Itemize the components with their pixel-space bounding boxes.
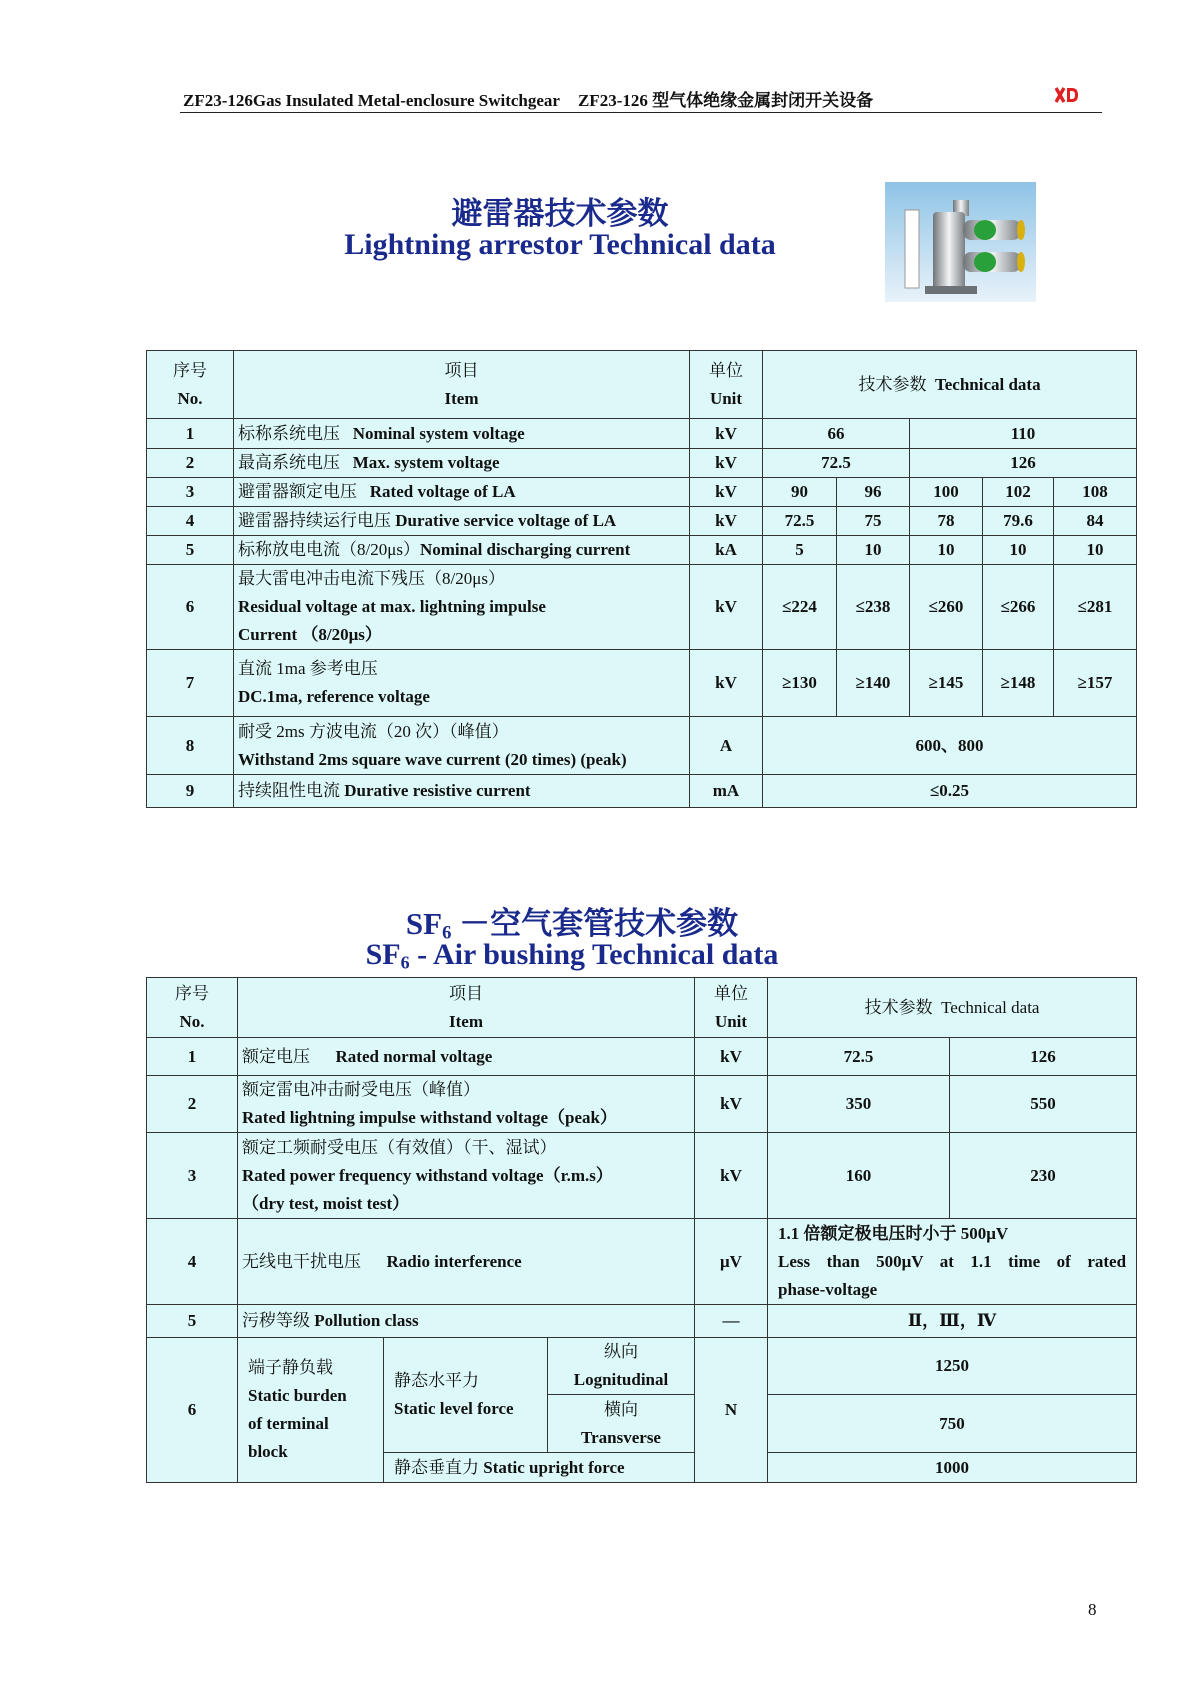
value: 1250 [768, 1338, 1137, 1395]
row-no: 2 [147, 1076, 238, 1133]
table-row [147, 449, 1137, 478]
table-row [147, 775, 1137, 808]
unit: kV [690, 449, 763, 478]
item-en: Rated power frequency withstand voltage（r.m.s） [242, 1165, 613, 1185]
value: 126 [950, 1038, 1137, 1076]
value-line-cn: 1.1 倍额定极电压时小于 500μV [778, 1223, 1009, 1243]
table-row [147, 717, 1137, 775]
item-en: Pollution class [314, 1311, 419, 1330]
section2-title-en [0, 938, 1172, 974]
item-en: Nominal system voltage [352, 423, 525, 443]
header-tech-en: Technical data [934, 374, 1041, 394]
value: 84 [1054, 507, 1137, 536]
header-no-cn: 序号 [175, 983, 209, 1003]
item-cn: 标称系统电压 [238, 423, 340, 443]
row-no: 8 [147, 717, 234, 775]
value: 72.5 [763, 449, 910, 478]
section2-title-sf-en: SF [365, 938, 401, 971]
transverse-cn: 横向 [604, 1399, 638, 1419]
upright-force-cn: 静态垂直力 [394, 1457, 479, 1477]
item-cn: 污秽等级 [242, 1311, 310, 1330]
value: 110 [910, 419, 1137, 449]
header-unit-en: Unit [714, 1011, 748, 1031]
section2-title-cn-text: －空气套管技术参数 [451, 906, 739, 941]
header-unit-en: Unit [709, 388, 743, 408]
row-no: 5 [147, 1305, 238, 1338]
item-cn: 直流 1ma 参考电压 [238, 659, 378, 678]
section1-title-cn: 避雷器技术参数 [451, 196, 669, 231]
value: 10 [837, 536, 910, 565]
value: 75 [837, 507, 910, 536]
item-en: Durative resistive current [344, 781, 531, 800]
burden-en-2: of terminal [248, 1414, 329, 1433]
unit: kA [690, 536, 763, 565]
item-cn: 无线电干扰电压 [242, 1251, 361, 1271]
header-item-en: Item [444, 388, 479, 408]
longitudinal-cn: 纵向 [604, 1342, 638, 1361]
value: 126 [910, 449, 1137, 478]
item-cn: 最大雷电冲击电流下残压（8/20μs） [238, 569, 505, 588]
row-no: 1 [147, 419, 234, 449]
unit: kV [695, 1038, 768, 1076]
table-row [147, 565, 1137, 650]
section2-title-sub-en: 6 [400, 952, 410, 973]
unit: N [695, 1338, 768, 1483]
table-row [147, 536, 1137, 565]
row-no: 3 [147, 478, 234, 507]
table-header-row [147, 351, 1137, 419]
header-unit-cn: 单位 [709, 360, 743, 380]
transverse-en: Transverse [581, 1427, 661, 1447]
value: ≤0.25 [763, 775, 1137, 808]
unit: mA [690, 775, 763, 808]
row-no: 5 [147, 536, 234, 565]
header-no-cn: 序号 [173, 360, 207, 380]
unit: kV [695, 1076, 768, 1133]
item-en-cont: Current （8/20μs） [238, 625, 382, 644]
unit: μV [695, 1219, 768, 1305]
document-header [183, 86, 873, 111]
value: 102 [983, 478, 1054, 507]
item-en: Residual voltage at max. lightning impulse [238, 597, 546, 616]
value: 5 [763, 536, 837, 565]
header-item-cn: 项目 [444, 360, 479, 380]
row-no: 4 [147, 1219, 238, 1305]
burden-cn: 端子静负载 [248, 1358, 333, 1377]
value: Ⅱ，Ⅲ，Ⅳ [768, 1305, 1137, 1338]
value: 72.5 [763, 507, 837, 536]
value-line-en: Less than 500μV at 1.1 time of rated [778, 1251, 1127, 1271]
item-en: DC.1ma, reference voltage [238, 687, 430, 706]
item-cn: 额定雷电冲击耐受电压（峰值） [242, 1080, 480, 1099]
header-title-en: ZF23-126Gas Insulated Metal-enclosure Switchgear [183, 91, 560, 110]
level-force-cn: 静态水平力 [394, 1371, 479, 1390]
unit: kV [690, 478, 763, 507]
value: ≤260 [910, 565, 983, 650]
unit: A [690, 717, 763, 775]
value: 96 [837, 478, 910, 507]
item-cn: 持续阻性电流 [238, 781, 340, 800]
unit: kV [690, 419, 763, 449]
table-row [147, 650, 1137, 717]
header-tech-cn: 技术参数 [858, 374, 927, 394]
section2-title-en-text: - Air bushing Technical data [409, 938, 779, 971]
row-no: 6 [147, 1338, 238, 1483]
item-en-cont: （dry test, moist test） [242, 1193, 410, 1213]
item-cn: 最高系统电压 [238, 453, 340, 472]
item-cn: 耐受 2ms 方波电流（20 次）（峰值） [238, 721, 509, 741]
row-no: 2 [147, 449, 234, 478]
value-line-en-cont: phase-voltage [778, 1279, 878, 1299]
value: ≥148 [983, 650, 1054, 717]
table-row [147, 1076, 1137, 1133]
unit: kV [690, 650, 763, 717]
unit: — [695, 1305, 768, 1338]
value: ≤224 [763, 565, 837, 650]
item-cn: 额定电压 [242, 1046, 310, 1066]
value: 90 [763, 478, 837, 507]
table-row [147, 1133, 1137, 1219]
level-force-en: Static level force [394, 1399, 514, 1418]
lightning-arrestor-table [146, 350, 1137, 808]
row-no: 1 [147, 1038, 238, 1076]
item-cn: 额定工频耐受电压（有效值）（干、湿试） [242, 1137, 557, 1157]
item-cn: 避雷器持续运行电压 [238, 511, 391, 530]
value: ≤281 [1054, 565, 1137, 650]
value: 550 [950, 1076, 1137, 1133]
table-header-row [147, 978, 1137, 1038]
upright-force-en: Static upright force [483, 1457, 625, 1477]
value: ≤238 [837, 565, 910, 650]
item-en: Durative service voltage of LA [395, 511, 617, 530]
value: 108 [1054, 478, 1137, 507]
lightning-arrestor-image [885, 182, 1036, 302]
header-unit-cn: 单位 [714, 983, 749, 1003]
section2-title-sf: SF [405, 906, 443, 941]
unit: kV [690, 565, 763, 650]
table-row [147, 1038, 1137, 1076]
value: 78 [910, 507, 983, 536]
table-row [147, 419, 1137, 449]
air-bushing-table [146, 977, 1137, 1483]
table-row [147, 478, 1137, 507]
item-cn: 标称放电电流（8/20μs） [238, 540, 420, 559]
header-tech-cn: 技术参数 [864, 997, 933, 1017]
burden-en-3: block [248, 1442, 288, 1461]
longitudinal-en: Lognitudinal [573, 1370, 669, 1389]
table-row [147, 1305, 1137, 1338]
item-cn: 避雷器额定电压 [238, 482, 357, 501]
value: 600、800 [763, 717, 1137, 775]
value: 230 [950, 1133, 1137, 1219]
unit: kV [690, 507, 763, 536]
section1-title-en: Lightning arrestor Technical data [344, 228, 776, 261]
value: 79.6 [983, 507, 1054, 536]
value: 10 [1054, 536, 1137, 565]
row-no: 6 [147, 565, 234, 650]
page-number: 8 [1088, 1600, 1097, 1619]
value: 350 [768, 1076, 950, 1133]
burden-en-1: Static burden [248, 1386, 347, 1405]
header-title-cn: ZF23-126 型气体绝缘金属封闭开关设备 [577, 91, 874, 110]
row-no: 4 [147, 507, 234, 536]
value: 1000 [768, 1453, 1137, 1483]
item-en: Nominal discharging current [419, 540, 631, 559]
value: 10 [983, 536, 1054, 565]
header-rule [180, 112, 1102, 113]
item-en: Withstand 2ms square wave current (20 times) (peak) [238, 749, 627, 769]
item-en: Radio interference [386, 1251, 522, 1271]
value: 100 [910, 478, 983, 507]
item-en: Rated voltage of LA [369, 482, 516, 501]
value: 66 [763, 419, 910, 449]
table-row [147, 1338, 1137, 1395]
header-item-cn: 项目 [449, 983, 483, 1003]
unit: kV [695, 1133, 768, 1219]
table-row [147, 507, 1137, 536]
item-en: Rated lightning impulse withstand voltage（peak） [242, 1108, 617, 1127]
value: 160 [768, 1133, 950, 1219]
item-en: Rated normal voltage [335, 1046, 493, 1066]
value: 72.5 [768, 1038, 950, 1076]
value: ≥157 [1054, 650, 1137, 717]
header-tech-en: Technical data [941, 997, 1040, 1017]
table-row [147, 1219, 1137, 1305]
value: ≥145 [910, 650, 983, 717]
section2-title-sub: 6 [442, 922, 452, 944]
item-en: Max. system voltage [352, 453, 500, 472]
row-no: 9 [147, 775, 234, 808]
company-logo [1055, 86, 1079, 104]
value: ≥130 [763, 650, 837, 717]
value: 10 [910, 536, 983, 565]
row-no: 7 [147, 650, 234, 717]
value: ≤266 [983, 565, 1054, 650]
row-no: 3 [147, 1133, 238, 1219]
value: 750 [768, 1395, 1137, 1453]
header-no-en: No. [177, 388, 203, 408]
header-item-en: Item [449, 1011, 483, 1031]
value: ≥140 [837, 650, 910, 717]
header-no-en: No. [179, 1011, 205, 1031]
